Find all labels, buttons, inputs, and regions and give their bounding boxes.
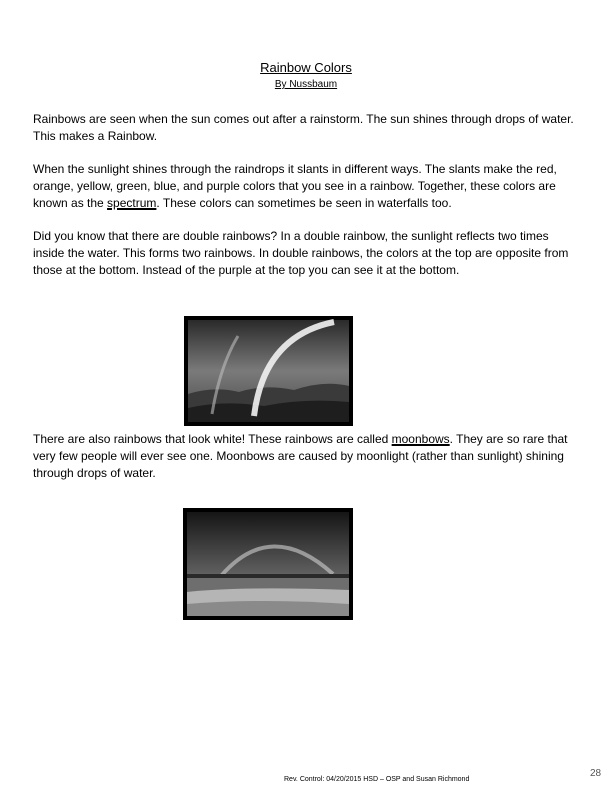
paragraph-moonbows xyxy=(33,431,575,482)
paragraph-spectrum-text-b: . These colors can sometimes be seen in waterfalls too. xyxy=(156,196,452,210)
paragraph-spectrum-text-a: When the sunlight shines through the raindrops it slants in different ways. The slants make the red, orange, yellow, green, blue, and purple colors that you see in a rainbow. Together, these colors are known as the xyxy=(33,162,557,210)
paragraph-moonbows-text-b: . They are so rare that very few people will ever see one. Moonbows are caused by moonlight (rather than sunlight) shining through drops of water. xyxy=(33,432,568,480)
paragraph-moonbows-text-a: There are also rainbows that look white! These rainbows are called xyxy=(33,432,392,446)
moonbow-photo xyxy=(183,508,353,620)
page-title: Rainbow Colors xyxy=(260,60,352,75)
term-moonbows: moonbows xyxy=(391,432,450,446)
double-rainbow-photo xyxy=(184,316,353,426)
paragraph-spectrum xyxy=(33,161,575,212)
paragraph-double-rainbows: Did you know that there are double rainbows? In a double rainbow, the sunlight reflects two times inside the water. This forms two rainbows. In double rainbows, the colors at the top are opposite from those at the bottom. Instead of the purple at the top you can see it at the bottom. xyxy=(33,229,569,277)
term-spectrum: spectrum xyxy=(107,196,157,210)
page-number: 28 xyxy=(590,768,602,779)
footer-rev-control: Rev. Control: 04/20/2015 HSD – OSP and Susan Richmond xyxy=(284,776,470,783)
paragraph-intro: Rainbows are seen when the sun comes out after a rainstorm. The sun shines through drops of water. This makes a Rainbow. xyxy=(33,112,574,143)
author-byline: By Nussbaum xyxy=(274,79,338,90)
